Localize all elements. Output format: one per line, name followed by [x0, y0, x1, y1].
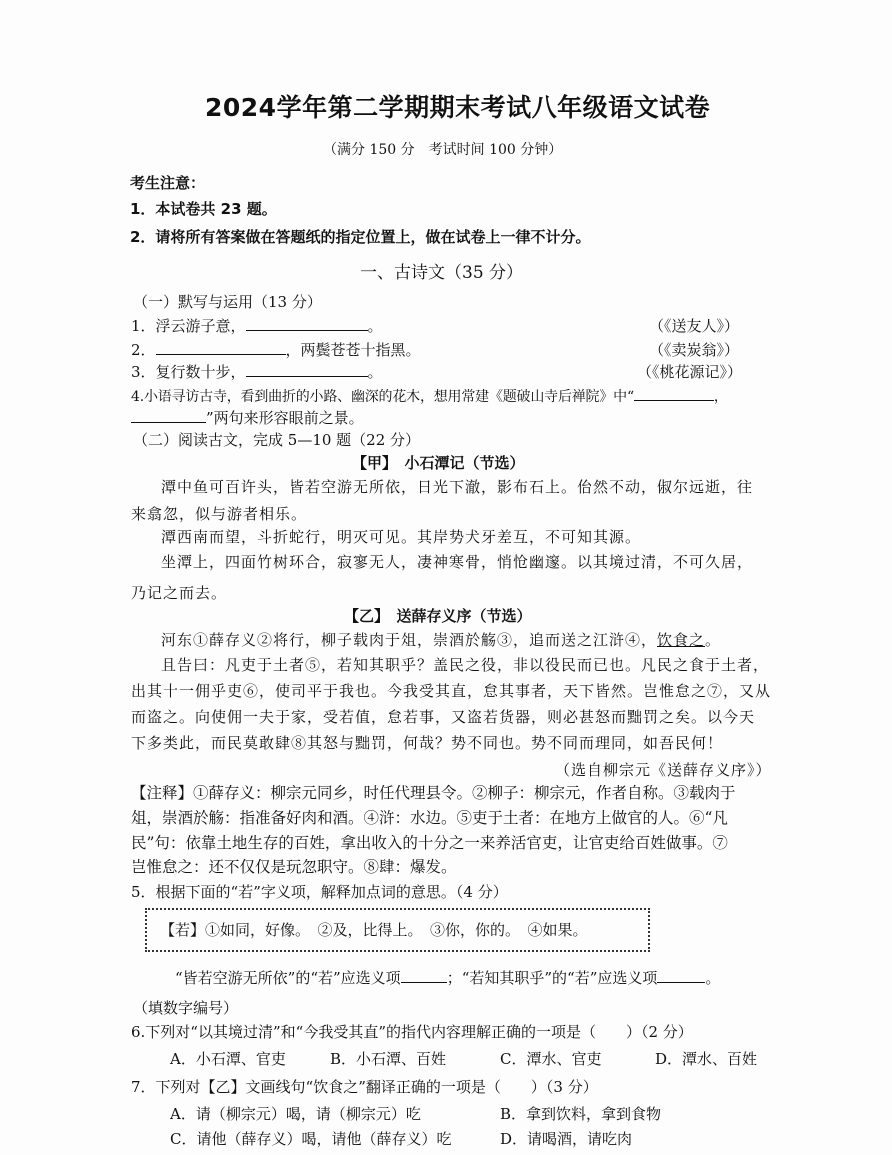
question-4-line-2: ”两句来形容眼前之景。 — [131, 408, 364, 428]
q4-answer-blank-2[interactable] — [131, 408, 206, 423]
q2-answer-blank[interactable] — [156, 340, 286, 355]
q1-text: 1．浮云游子意， — [131, 317, 246, 335]
question-5-answer-line: “皆若空游无所依”的“若”应选义项 ；“若知其职乎”的“若”应选义项 。 — [175, 969, 721, 987]
q6-option-a[interactable]: A．小石潭、官吏 — [170, 1050, 286, 1068]
question-7-stem: 7．下列对【乙】文画线句“饮食之”翻译正确的一项是（ ）（3 分） — [131, 1078, 598, 1096]
notes-line: 俎，崇酒於觞：指准备好肉和酒。④浒：水边。⑤吏于土者：在地方上做官的人。⑥“凡 — [131, 809, 728, 827]
q2-source: （《卖炭翁》） — [649, 341, 740, 359]
question-1: 1．浮云游子意， 。 — [131, 317, 383, 335]
question-5-note: （填数字编号） — [133, 999, 239, 1017]
notes-line: 岂惟怠之：还不仅仅是玩忽职守。⑧肆：爆发。 — [131, 858, 457, 876]
passage-b-title: 【乙】 送薛存义序（节选） — [344, 607, 532, 625]
part1-title: （一）默写与运用（13 分） — [133, 293, 322, 311]
q5-answer-blank-2[interactable] — [657, 968, 705, 983]
passage-a-line: 来翕忽，似与游者相乐。 — [131, 505, 308, 523]
q6-option-d[interactable]: D．潭水、百姓 — [655, 1050, 758, 1068]
notice-heading: 考生注意： — [130, 174, 206, 192]
q7-option-c[interactable]: C．请他（薛存义）喝，请他（薛存义）吃 — [170, 1130, 452, 1148]
q1-answer-blank[interactable] — [246, 316, 368, 331]
definition-box-text: 【若】①如同，好像。 ②及，比得上。 ③你，你的。 ④如果。 — [160, 921, 588, 939]
passage-a-line: 坐潭上，四面竹树环合，寂寥无人，凄神寒骨，悄怆幽邃。以其境过清，不可久居， — [161, 553, 754, 571]
q3-answer-blank[interactable] — [246, 362, 368, 377]
passage-a-line: 乃记之而去。 — [131, 584, 228, 602]
part2-title: （二）阅读古文，完成 5—10 题（22 分） — [133, 431, 421, 449]
question-2: 2． ，两鬓苍苍十指黑。 — [131, 341, 421, 359]
question-6-stem: 6.下列对“以其境过清”和“今我受其直”的指代内容理解正确的一项是（ ）（2 分） — [131, 1023, 693, 1041]
exam-info: （满分 150 分 考试时间 100 分钟） — [323, 142, 563, 158]
q6-option-b[interactable]: B．小石潭、百姓 — [330, 1050, 447, 1068]
question-4-line-1: 4.小语寻访古寺，看到曲折的小路、幽深的花木，想用常建《题破山寺后禅院》中“ ， — [131, 386, 728, 407]
passage-b-line: 下多类此，而民莫敢肆⑧其怒与黜罚，何哉？势不同也。势不同而理同，如吾民何！ — [131, 734, 724, 752]
passage-b-line: 且告曰：凡吏于土者⑤，若知其职乎？盖民之役，非以役民而已也。凡民之食于土者， — [161, 656, 770, 674]
passage-a-line: 潭中鱼可百许头，皆若空游无所依，日光下澈，影布石上。佁然不动，俶尔远逝，往 — [161, 478, 754, 496]
passage-b-line-1: 河东①薛存义②将行，柳子载肉于俎，崇酒於觞③，追而送之江浒④，饮食之。 — [161, 631, 722, 649]
notice-item-1: 1．本试卷共 23 题。 — [130, 200, 277, 218]
section-title: 一、古诗文（35 分） — [360, 263, 524, 283]
underlined-sentence: 饮食之 — [657, 631, 706, 649]
page-title: 2024学年第二学期期末考试八年级语文试卷 — [205, 93, 711, 122]
question-5-stem: 5．根据下面的“若”字义项，解释加点词的意思。（4 分） — [131, 883, 508, 901]
q5-answer-blank-1[interactable] — [401, 968, 447, 983]
q4-answer-blank-1[interactable] — [634, 386, 714, 401]
question-3: 3．复行数十步， 。 — [131, 363, 383, 381]
q7-option-d[interactable]: D．请喝酒，请吃肉 — [500, 1130, 633, 1148]
q1-source: （《送友人》） — [649, 317, 740, 335]
q6-option-c[interactable]: C．潭水、官吏 — [500, 1050, 602, 1068]
passage-a-title: 【甲】 小石潭记（节选） — [352, 454, 525, 472]
passage-b-line: 而盗之。向使佣一夫于家，受若值，怠若事，又盗若货器，则必甚怒而黜罚之矣。以今天 — [131, 708, 756, 726]
notes-line: 【注释】①薛存义：柳宗元同乡，时任代理县令。②柳子：柳宗元，作者自称。③载肉于 — [131, 784, 736, 802]
q7-option-b[interactable]: B．拿到饮料，拿到食物 — [500, 1105, 662, 1123]
notes-line: 民”句：依靠土地生存的百姓，拿出收入的十分之一来养活官吏，让官吏给百姓做事。⑦ — [131, 834, 728, 852]
q3-source: （《桃花源记》） — [637, 363, 743, 381]
passage-b-line: 出其十一佣乎吏⑥，使司平于我也。今我受其直，怠其事者，天下皆然。岂惟怠之⑦，又从 — [131, 682, 772, 700]
notice-item-2: 2．请将所有答案做在答题纸的指定位置上，做在试卷上一律不计分。 — [130, 228, 591, 246]
q7-option-a[interactable]: A．请（柳宗元）喝，请（柳宗元）吃 — [170, 1105, 421, 1123]
passage-a-line: 潭西南而望，斗折蛇行，明灭可见。其岸势犬牙差互，不可知其源。 — [161, 528, 642, 546]
passage-b-source: （选自柳宗元《送薛存义序》） — [555, 761, 772, 779]
